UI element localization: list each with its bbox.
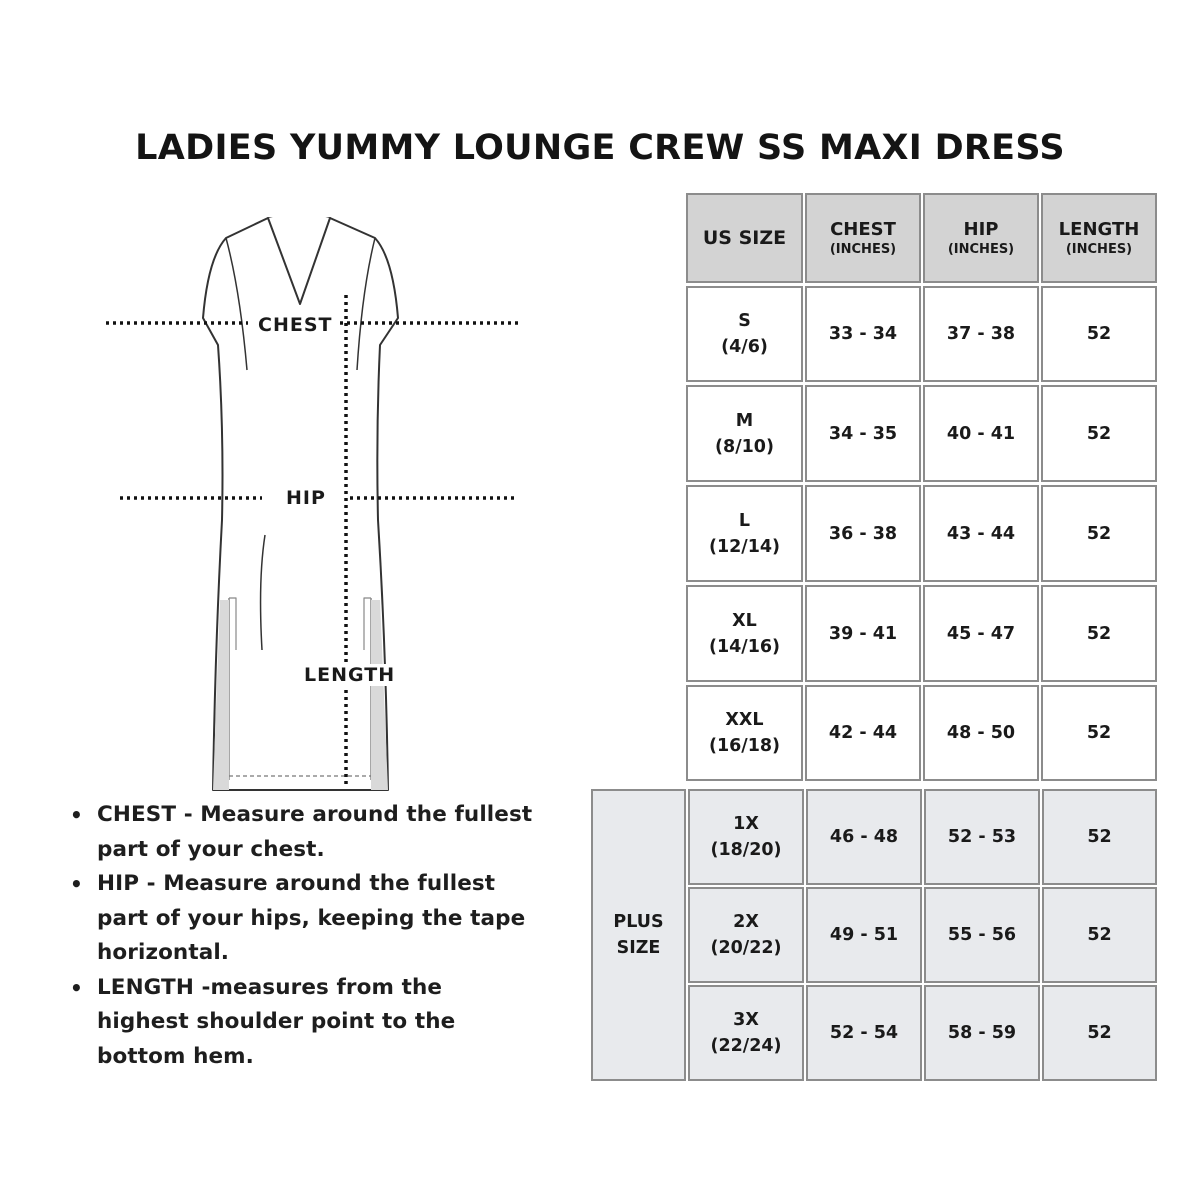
chest-value: 39 - 41 <box>828 623 898 644</box>
header-hip-label: HIP <box>963 218 999 240</box>
size-number: (20/22) <box>710 938 782 958</box>
size-number: (8/10) <box>715 436 774 457</box>
hip-value: 58 - 59 <box>947 1023 1017 1043</box>
header-length <box>1041 193 1157 283</box>
size-letter: XL <box>732 610 757 631</box>
note-chest: • CHEST - Measure around the fullest part of your chest. <box>70 798 540 867</box>
row-3x-chest <box>806 985 922 1081</box>
chest-value: 34 - 35 <box>828 423 898 444</box>
row-1x-length <box>1042 789 1157 885</box>
hip-value: 48 - 50 <box>946 723 1016 743</box>
row-3x-length <box>1042 985 1157 1081</box>
size-number: (12/14) <box>708 536 781 557</box>
row-2x-hip <box>924 887 1040 983</box>
length-label: LENGTH <box>301 664 398 686</box>
row-xxl-length <box>1041 685 1157 781</box>
row-2x-chest <box>806 887 922 983</box>
chest-value: 52 - 54 <box>829 1023 899 1043</box>
length-value: 52 <box>1086 723 1112 743</box>
size-letter: 1X <box>733 814 759 834</box>
measurement-notes <box>70 798 540 1074</box>
row-m-size <box>686 385 803 482</box>
size-number: (18/20) <box>710 840 782 860</box>
size-letter: 3X <box>733 1010 759 1030</box>
row-m-length <box>1041 385 1157 482</box>
chest-value: 49 - 51 <box>829 925 899 945</box>
note-length: • LENGTH -measures from the highest shoulder point to the bottom hem. <box>70 971 540 1075</box>
row-m-chest <box>805 385 921 482</box>
hip-value: 55 - 56 <box>947 925 1017 945</box>
size-letter: L <box>738 510 751 531</box>
hip-value: 40 - 41 <box>946 423 1016 444</box>
size-number: (4/6) <box>721 337 768 357</box>
row-3x-size <box>688 985 804 1081</box>
size-letter: 2X <box>733 912 759 932</box>
plus-size-label-cell <box>591 789 686 1081</box>
row-s-chest <box>805 286 921 382</box>
chest-value: 33 - 34 <box>828 324 898 344</box>
row-l-length <box>1041 485 1157 582</box>
length-value: 52 <box>1087 827 1112 847</box>
size-letter: S <box>738 311 751 331</box>
length-value: 52 <box>1086 324 1112 344</box>
length-value: 52 <box>1086 423 1112 444</box>
size-number: (14/16) <box>708 636 781 657</box>
length-value: 52 <box>1087 925 1112 945</box>
size-number: (22/24) <box>710 1036 782 1056</box>
note-hip: • HIP - Measure around the fullest part of your hips, keeping the tape horizontal. <box>70 867 540 971</box>
row-xxl-size <box>686 685 803 781</box>
size-letter: XXL <box>725 710 764 730</box>
row-xl-size <box>686 585 803 682</box>
header-us-size <box>686 193 803 283</box>
row-xxl-hip <box>923 685 1039 781</box>
hip-value: 43 - 44 <box>946 523 1016 544</box>
row-2x-size <box>688 887 804 983</box>
row-l-hip <box>923 485 1039 582</box>
chest-value: 36 - 38 <box>828 523 898 544</box>
hip-value: 52 - 53 <box>947 827 1017 847</box>
header-hip <box>923 193 1039 283</box>
header-chest-label: CHEST <box>830 218 896 240</box>
chest-value: 46 - 48 <box>829 827 899 847</box>
chest-value: 42 - 44 <box>828 723 898 743</box>
chest-label: CHEST <box>255 314 335 336</box>
row-xl-chest <box>805 585 921 682</box>
length-value: 52 <box>1086 523 1112 544</box>
row-2x-length <box>1042 887 1157 983</box>
header-us-size-label: US SIZE <box>702 227 787 249</box>
row-1x-hip <box>924 789 1040 885</box>
hip-value: 37 - 38 <box>946 324 1016 344</box>
header-length-unit: (INCHES) <box>1065 241 1133 257</box>
size-number: (16/18) <box>708 736 781 756</box>
size-letter: M <box>735 410 754 431</box>
hip-label: HIP <box>283 487 329 509</box>
row-s-size <box>686 286 803 382</box>
length-value: 52 <box>1087 1023 1112 1043</box>
row-l-chest <box>805 485 921 582</box>
page-title: LADIES YUMMY LOUNGE CREW SS MAXI DRESS <box>135 128 1065 168</box>
header-chest <box>805 193 921 283</box>
header-chest-unit: (INCHES) <box>829 241 897 257</box>
row-3x-hip <box>924 985 1040 1081</box>
plus-label-line2: SIZE <box>616 938 661 958</box>
plus-label-line1: PLUS <box>613 912 664 932</box>
row-xxl-chest <box>805 685 921 781</box>
length-value: 52 <box>1086 623 1112 644</box>
row-xl-length <box>1041 585 1157 682</box>
hip-value: 45 - 47 <box>946 623 1016 644</box>
row-s-hip <box>923 286 1039 382</box>
dress-diagram <box>100 210 530 804</box>
row-s-length <box>1041 286 1157 382</box>
header-hip-unit: (INCHES) <box>947 241 1015 257</box>
row-l-size <box>686 485 803 582</box>
row-1x-size <box>688 789 804 885</box>
row-xl-hip <box>923 585 1039 682</box>
row-m-hip <box>923 385 1039 482</box>
header-length-label: LENGTH <box>1058 218 1140 240</box>
row-1x-chest <box>806 789 922 885</box>
